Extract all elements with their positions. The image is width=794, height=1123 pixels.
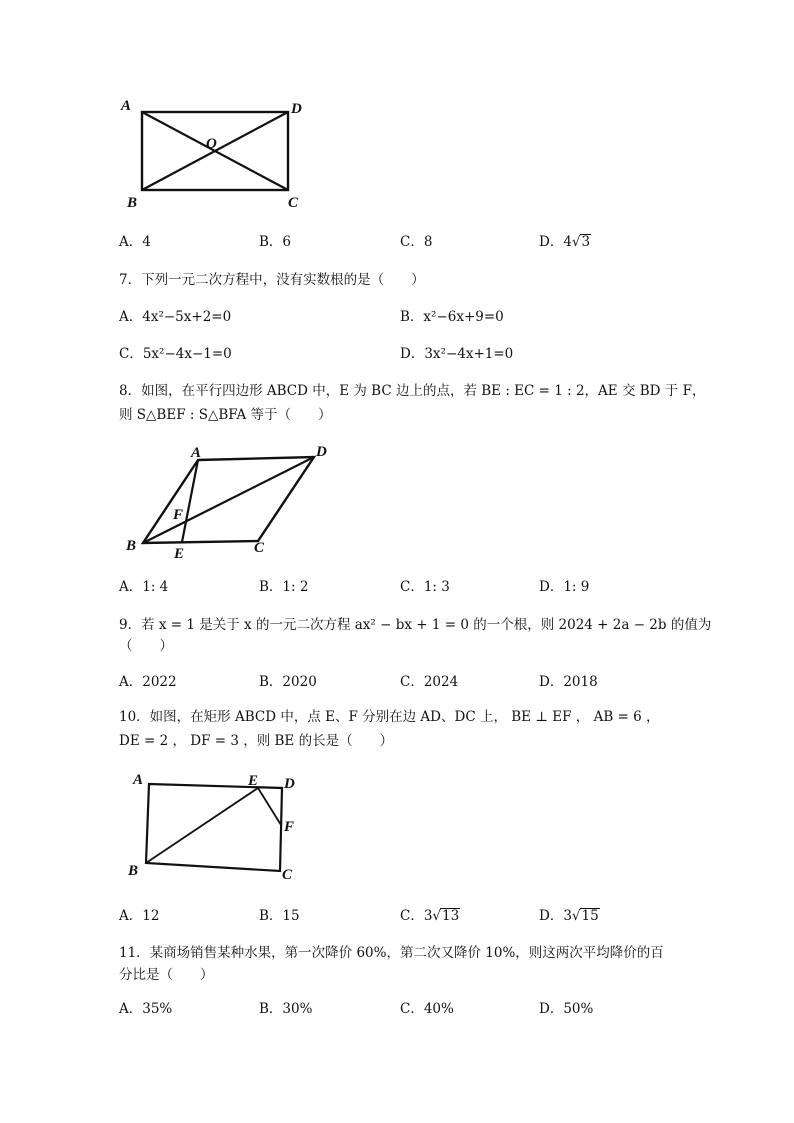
q9-stem-line-1: 9．若 x = 1 是关于 x 的一元二次方程 ax² − bx + 1 = 0 的一个根，则 2024 + 2a − 2b 的值为 [119,617,712,633]
q10-option-c-radicand: 13 [442,908,460,924]
sqrt-icon: √ [571,908,581,924]
q7-stem: 7．下列一元二次方程中，没有实数根的是（ ） [119,272,425,288]
q10-option-d-prefix: D．3 [539,908,572,924]
label-d: D [284,776,295,792]
q6-option-a[interactable]: A．4 [119,234,151,250]
q9-option-a[interactable]: A．2022 [119,674,177,690]
q8-option-b[interactable]: B．1: 2 [259,579,309,595]
q11-option-c[interactable]: C．40% [400,1001,454,1017]
figure-rectangle-be-ef [122,765,332,890]
q6-option-b[interactable]: B．6 [259,234,292,250]
label-b: B [128,863,139,879]
label-o: O [206,136,217,152]
label-c: C [254,540,265,556]
label-d: D [316,444,327,460]
q10-stem-line-1: 10．如图，在矩形 ABCD 中，点 E、F 分别在边 AD、DC 上， BE ⊥ EF ， AB = 6 ， [119,709,660,725]
q6-option-d-prefix: D．4 [539,234,572,250]
q7-option-b[interactable]: B．x²−6x+9=0 [400,309,504,325]
q9-option-b[interactable]: B．2020 [259,674,317,690]
q11-option-d[interactable]: D．50% [539,1001,594,1017]
q7-option-a[interactable]: A．4x²−5x+2=0 [119,309,232,325]
label-b: B [127,195,138,211]
label-b: B [126,538,137,554]
figure-rectangle-abcd-diagonals [115,92,325,217]
q11-stem-line-2: 分比是（ ） [119,967,214,983]
q9-option-d[interactable]: D．2018 [539,674,598,690]
q8-option-d[interactable]: D．1: 9 [539,579,590,595]
q11-option-b[interactable]: B．30% [259,1001,313,1017]
q10-option-c[interactable] [400,907,460,925]
diagonal-bd [143,457,314,543]
label-e: E [248,773,259,789]
label-a: A [121,98,132,114]
label-f: F [173,507,184,523]
q8-stem-line-1: 8．如图，在平行四边形 ABCD 中，E 为 BC 边上的点，若 BE : EC = 1 : 2，AE 交 BD 于 F， [119,383,706,399]
q7-option-d[interactable]: D．3x²−4x+1=0 [400,346,514,362]
figure-parallelogram-abcd [118,440,338,565]
label-c: C [282,867,293,883]
q10-option-d-radicand: 15 [581,908,599,924]
q11-stem-line-1: 11．某商场销售某种水果，第一次降价 60%，第二次又降价 10%，则这两次平均降价的百 [119,945,664,961]
q6-option-c[interactable]: C．8 [400,234,433,250]
label-a: A [133,772,144,788]
sqrt-icon: √ [571,234,581,250]
q11-option-a[interactable]: A．35% [119,1001,173,1017]
q8-stem-line-2: 则 S△BEF : S△BFA 等于（ ） [119,407,332,423]
q10-option-a[interactable]: A．12 [119,908,160,924]
q10-option-c-prefix: C．3 [400,908,433,924]
sqrt-icon: √ [432,908,442,924]
q10-stem-line-2: DE = 2 ， DF = 3 ，则 BE 的长是（ ） [119,733,394,749]
segment-be [146,788,258,863]
q9-stem-line-2: （ ） [119,638,173,654]
label-a: A [191,445,202,461]
q8-option-a[interactable]: A．1: 4 [119,579,169,595]
q7-option-c[interactable]: C．5x²−4x−1=0 [119,346,232,362]
label-d: D [291,101,302,117]
q6-option-d-radicand: 3 [581,234,591,250]
label-f: F [284,819,295,835]
q10-option-b[interactable]: B．15 [259,908,300,924]
q10-option-d[interactable] [539,907,600,925]
label-e: E [174,546,185,562]
rectangle-outline [146,784,282,871]
label-c: C [288,195,299,211]
q9-option-c[interactable]: C．2024 [400,674,459,690]
q6-option-d[interactable] [539,233,591,251]
segment-ef [258,788,281,825]
q8-option-c[interactable]: C．1: 3 [400,579,450,595]
